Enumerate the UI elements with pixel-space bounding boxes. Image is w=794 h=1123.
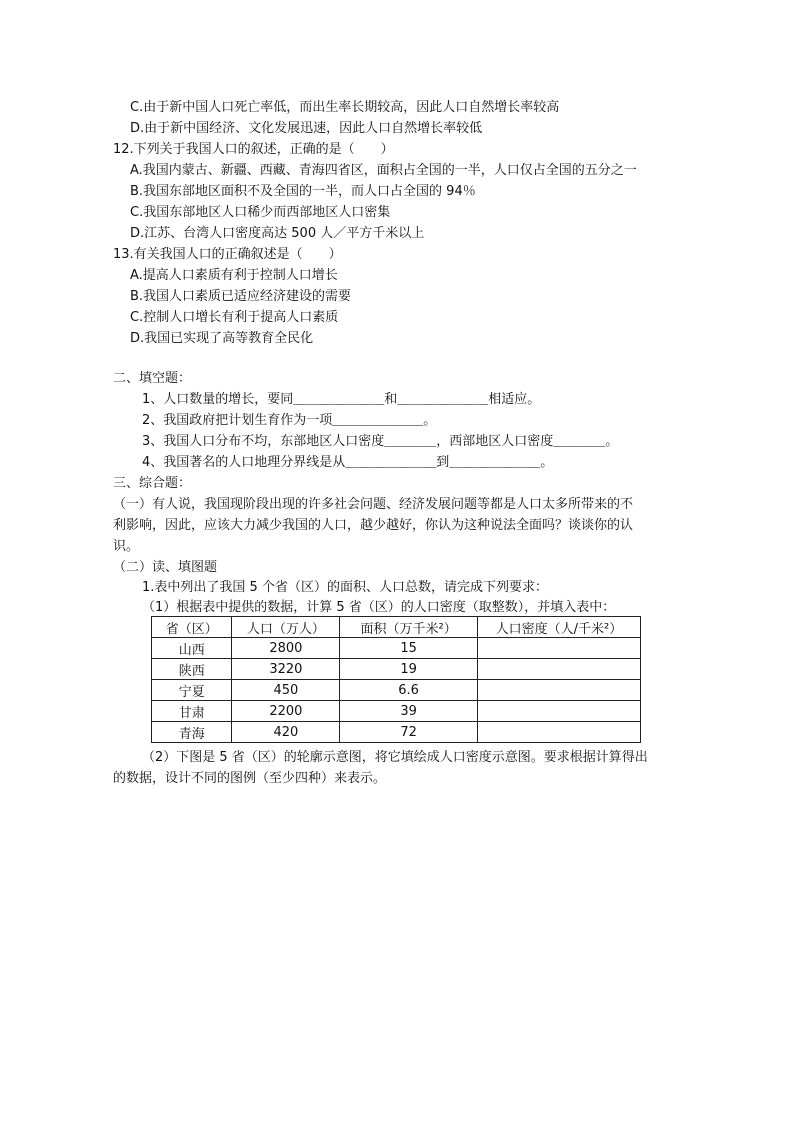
table-row <box>152 638 641 659</box>
table-header-province: 省（区） <box>152 617 232 638</box>
q11-option-c: C.由于新中国人口死亡率低，而出生率长期较高，因此人口自然增长率较高 <box>130 100 560 115</box>
area-cell: 72 <box>340 722 477 743</box>
table-row <box>152 701 641 722</box>
area-cell: 15 <box>340 638 477 659</box>
population-cell: 420 <box>232 722 340 743</box>
q13-stem: 13.有关我国人口的正确叙述是（ ） <box>113 247 342 262</box>
q12-option-a: A.我国内蒙古、新疆、西藏、青海四省区，面积占全国的一半，人口仅占全国的五分之一 <box>130 163 637 178</box>
table-header-row <box>152 617 641 638</box>
province-cell: 山西 <box>152 638 232 659</box>
table-header-area: 面积（万千米²） <box>340 617 477 638</box>
table-header-population: 人口（万人） <box>232 617 340 638</box>
province-cell: 陕西 <box>152 659 232 680</box>
population-cell: 3220 <box>232 659 340 680</box>
table-row <box>152 722 641 743</box>
q13-option-d: D.我国已实现了高等教育全民化 <box>130 331 314 346</box>
q13-option-b: B.我国人口素质已适应经济建设的需要 <box>130 289 352 304</box>
density-input-cell[interactable] <box>477 680 640 701</box>
density-input-cell[interactable] <box>477 722 640 743</box>
q12-option-c: C.我国东部地区人口稀少而西部地区人口密集 <box>130 205 391 220</box>
area-cell: 19 <box>340 659 477 680</box>
table-row <box>152 659 641 680</box>
fill-blank-item-4: 4、我国著名的人口地理分界线是从＿＿＿＿＿＿＿到＿＿＿＿＿＿＿。 <box>142 455 554 470</box>
section2-heading: 二、填空题： <box>113 371 192 386</box>
area-cell: 39 <box>340 701 477 722</box>
section3-part1-line2: 利影响，因此，应该大力减少我国的人口，越少越好，你认为这种说法全面吗？谈谈你的认 <box>113 518 634 533</box>
area-cell: 6.6 <box>340 680 477 701</box>
q13-option-c: C.控制人口增长有利于提高人口素质 <box>130 310 339 325</box>
fill-blank-item-3: 3、我国人口分布不均，东部地区人口密度＿＿＿＿，西部地区人口密度＿＿＿＿。 <box>142 434 619 449</box>
province-cell: 甘肃 <box>152 701 232 722</box>
q12-option-d: D.江苏、台湾人口密度高达 500 人／平方千米以上 <box>130 226 425 241</box>
province-cell: 青海 <box>152 722 232 743</box>
density-input-cell[interactable] <box>477 638 640 659</box>
population-cell: 2800 <box>232 638 340 659</box>
section3-sub2-line2: 的数据，设计不同的图例（至少四种）来表示。 <box>113 771 387 786</box>
density-input-cell[interactable] <box>477 701 640 722</box>
population-cell: 450 <box>232 680 340 701</box>
q12-stem: 12.下列关于我国人口的叙述，正确的是（ ） <box>113 142 394 157</box>
section3-heading: 三、综合题： <box>113 476 192 491</box>
table-header-density: 人口密度（人/千米²） <box>477 617 640 638</box>
province-data-table <box>151 616 641 743</box>
density-input-cell[interactable] <box>477 659 640 680</box>
table-row <box>152 680 641 701</box>
q11-option-d: D.由于新中国经济、文化发展迅速，因此人口自然增长率较低 <box>130 121 483 136</box>
section3-part2-heading: （二）读、填图题 <box>113 560 218 575</box>
fill-blank-item-2: 2、我国政府把计划生育作为一项＿＿＿＿＿＿＿。 <box>142 413 437 428</box>
population-cell: 2200 <box>232 701 340 722</box>
section3-part1-line1: （一）有人说，我国现阶段出现的许多社会问题、经济发展问题等都是人口太多所带来的不 <box>113 497 634 512</box>
section3-sub1: （1）根据表中提供的数据，计算 5 省（区）的人口密度（取整数），并填入表中： <box>142 600 616 615</box>
section3-sub2-line1: （2）下图是 5 省（区）的轮廓示意图，将它填绘成人口密度示意图。要求根据计算得出 <box>142 750 648 765</box>
q13-option-a: A.提高人口素质有利于控制人口增长 <box>130 268 338 283</box>
fill-blank-item-1: 1、人口数量的增长，要同＿＿＿＿＿＿＿和＿＿＿＿＿＿＿相适应。 <box>142 392 541 407</box>
province-cell: 宁夏 <box>152 680 232 701</box>
section3-part1-line3: 识。 <box>113 539 140 554</box>
q12-option-b: B.我国东部地区面积不及全国的一半，而人口占全国的 94％ <box>130 184 476 199</box>
section3-task1: 1.表中列出了我国 5 个省（区）的面积、人口总数，请完成下列要求： <box>142 580 548 595</box>
